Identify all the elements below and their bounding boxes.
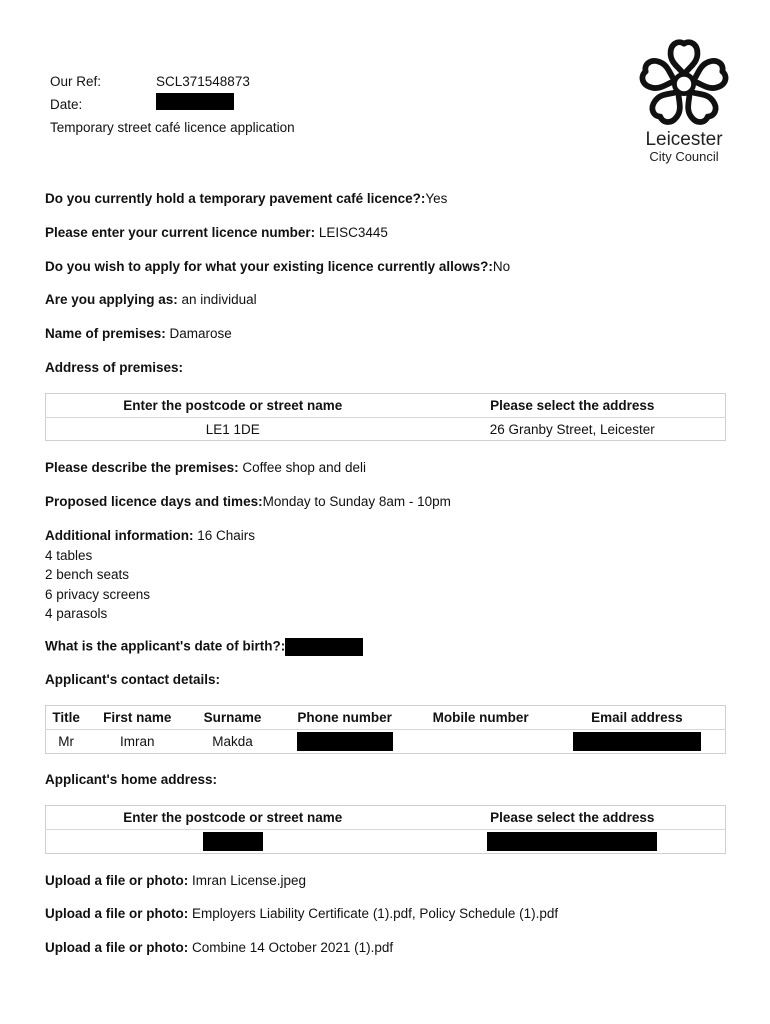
q-label: Do you currently hold a temporary pavement café licence?: [45,191,426,206]
council-logo [632,36,736,164]
column-header: Surname [188,706,276,730]
email-redaction [573,732,701,751]
table-cell [549,730,726,754]
column-header: Mobile number [413,706,549,730]
column-header: Enter the postcode or street name [46,394,420,418]
date-redaction [156,93,234,110]
table-cell: Makda [212,734,253,749]
date-label: Date: [50,97,83,112]
q-label: Address of premises: [45,360,184,375]
column-header: Please select the address [420,806,726,830]
info-line: 6 privacy screens [45,586,151,602]
q-label: Upload a file or photo: [45,906,189,921]
q-value: an individual [177,292,257,307]
dob-redaction [285,638,363,656]
q-applying-as [45,292,257,307]
table-cell [46,830,420,854]
q-label: Proposed licence days and times: [45,494,263,509]
column-header: Email address [549,706,726,730]
ref-value: SCL371548873 [156,74,250,89]
q-contact-details [45,672,220,687]
q-value: Imran License.jpeg [188,873,307,888]
table-header-row [46,706,726,730]
column-header: Phone number [277,706,413,730]
table-row [46,418,726,441]
q-label: Please enter your current licence number: [45,225,316,240]
logo-subtitle: City Council [649,149,719,164]
q-label: Upload a file or photo: [45,940,189,955]
q-licence-number [45,225,388,240]
ref-row [50,70,295,93]
q-describe-premises [45,460,366,475]
contact-details-table [45,705,726,754]
q-existing-licence-allows [45,259,510,274]
q-value: Coffee shop and deli [238,460,366,475]
q-label: What is the applicant's date of birth?: [45,638,286,654]
q-label: Upload a file or photo: [45,873,189,888]
date-row [50,93,295,116]
q-label: Name of premises: [45,326,166,341]
table-cell [420,830,726,854]
phone-redaction [297,732,393,751]
table-cell: 26 Granby Street, Leicester [489,421,655,437]
letter-header [50,70,295,139]
q-date-of-birth [45,638,363,656]
table-cell: LE1 1DE [205,421,260,437]
info-line: 2 bench seats [45,567,130,582]
ref-label: Our Ref: [50,74,102,89]
table-header-row [46,806,726,830]
table-row [46,730,726,754]
q-premises-name [45,326,232,341]
q-value: LEISC3445 [315,225,388,240]
q-current-licence [45,191,447,206]
q-value: 16 Chairs [193,528,256,543]
table-row [46,830,726,854]
q-value: Combine 14 October 2021 (1).pdf [188,940,394,955]
q-label: Applicant's contact details: [45,672,220,687]
column-header: Enter the postcode or street name [46,806,420,830]
table-cell: Imran [120,734,155,749]
q-additional-information [45,526,255,624]
column-header: First name [86,706,188,730]
q-value: Monday to Sunday 8am - 10pm [262,494,451,509]
q-premises-address [45,360,183,375]
table-cell [277,730,413,754]
info-line: 4 parasols [45,606,108,621]
column-header: Title [46,706,87,730]
home-address-table [45,805,726,854]
q-label: Applicant's home address: [45,772,217,787]
q-label: Additional information: [45,528,194,543]
q-label: Are you applying as: [45,292,178,307]
table-header-row [46,394,726,418]
q-days-and-times [45,494,451,509]
q-label: Please describe the premises: [45,460,239,475]
q-label: Do you wish to apply for what your existing licence currently allows?: [45,259,493,274]
postcode-redaction [203,832,263,851]
q-upload-3 [45,940,393,955]
q-value: Damarose [165,326,232,341]
rose-emblem-icon [635,36,733,132]
premises-address-table [45,393,726,441]
logo-title: Leicester [645,129,723,150]
q-home-address [45,772,217,787]
info-line: 4 tables [45,547,93,563]
q-upload-1 [45,873,306,888]
column-header: Please select the address [420,394,726,418]
table-cell: Mr [58,734,75,749]
subject-line: Temporary street café licence application [50,120,295,135]
table-cell [413,730,549,754]
q-upload-2 [45,906,558,921]
q-value: Employers Liability Certificate (1).pdf, Policy Schedule (1).pdf [188,906,559,921]
q-value: Yes [425,191,448,206]
q-value: No [492,259,511,274]
address-redaction [487,832,657,851]
